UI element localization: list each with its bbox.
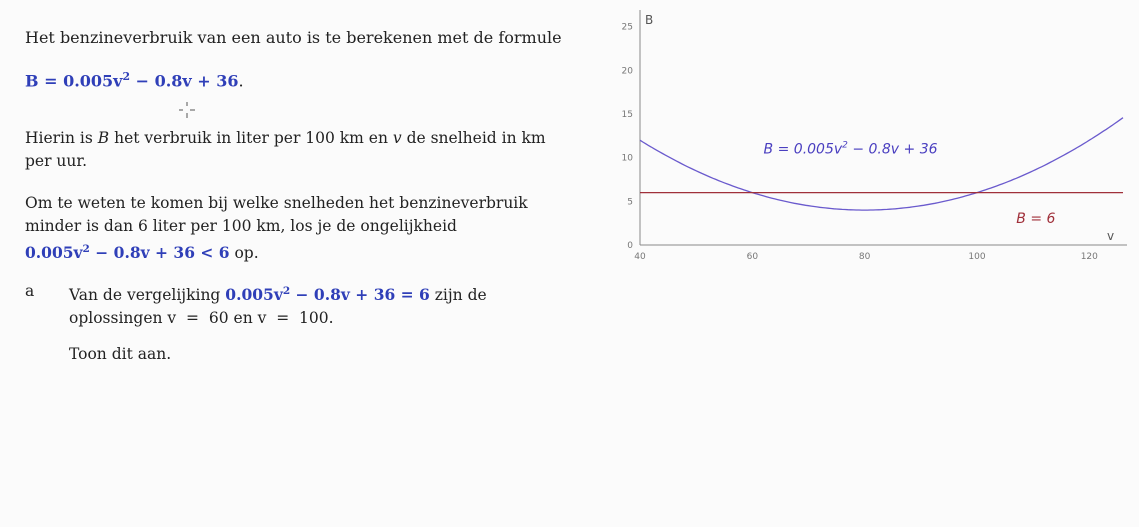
series-parabola	[640, 118, 1123, 210]
crosshair-cursor-icon	[178, 101, 196, 119]
y-tick-label: 0	[627, 241, 633, 251]
ineq-main: 0.005v	[25, 243, 83, 263]
question-letter: a	[25, 282, 35, 300]
x-tick-label: 120	[1080, 252, 1098, 262]
graph-chart	[615, 8, 1130, 268]
def-part-a: Hierin is	[25, 129, 98, 147]
q-solution-2: v = 100	[257, 309, 329, 328]
curve-label-sup: 2	[842, 140, 848, 151]
x-axis-ticks	[634, 252, 1098, 262]
q-solution-1: v = 60	[167, 309, 229, 328]
def-part-c: de snelheid in km per uur.	[25, 129, 546, 170]
q-end: .	[328, 309, 334, 328]
line-label: B = 6	[1016, 211, 1056, 228]
q-part-a: Van de vergelijking	[69, 286, 226, 305]
y-tick-label: 20	[621, 66, 633, 77]
ineq-rest: − 0.8v + 36 < 6	[89, 243, 230, 263]
formula-exponent: 2	[122, 70, 131, 83]
x-tick-label: 40	[634, 252, 646, 262]
question-text	[69, 280, 539, 330]
x-tick-label: 80	[858, 252, 871, 262]
x-axis-label: v	[1107, 229, 1115, 243]
instruction-text: Toon dit aan.	[69, 345, 172, 363]
formula-main: B = 0.005v	[25, 71, 123, 91]
y-tick-label: 5	[627, 197, 633, 208]
curve-label-main: B = 0.005v	[763, 141, 843, 158]
x-tick-label: 100	[968, 252, 986, 262]
y-tick-label: 25	[621, 22, 633, 33]
main-formula	[25, 70, 244, 90]
definition-paragraph	[25, 127, 565, 173]
curve-label-rest: − 0.8v + 36	[847, 141, 938, 158]
ineq-end: op.	[229, 244, 259, 263]
q-part-b: zijn de oplossingen	[69, 286, 487, 328]
x-tick-label: 60	[746, 252, 759, 262]
y-axis-ticks	[622, 23, 634, 251]
def-var-B: B	[97, 129, 110, 147]
intro-text: Het benzineverbruik van een auto is te berekenen met de formule	[25, 28, 562, 47]
formula-rest: − 0.8v + 36	[130, 71, 239, 91]
q-eq-rest: − 0.8v + 36 = 6	[290, 285, 430, 305]
q-eq-exponent: 2	[282, 285, 291, 297]
ineq-intro: Om te weten te komen bij welke snelheden het benzineverbruik minder is dan 6 liter per 100 km, los je de ongelijkheid	[25, 194, 528, 235]
y-tick-label: 10	[621, 153, 633, 164]
y-tick-label: 15	[621, 110, 633, 121]
q-eq-main: 0.005v	[225, 285, 283, 305]
curve-label	[764, 140, 938, 157]
q-en: en	[228, 309, 258, 328]
ineq-exponent: 2	[82, 243, 90, 255]
y-axis-label: B	[645, 13, 654, 27]
formula-period: .	[238, 71, 244, 91]
def-var-v: v	[392, 129, 402, 147]
inequality-paragraph	[25, 192, 565, 265]
def-part-b: het verbruik in liter per 100 km en	[109, 129, 393, 147]
